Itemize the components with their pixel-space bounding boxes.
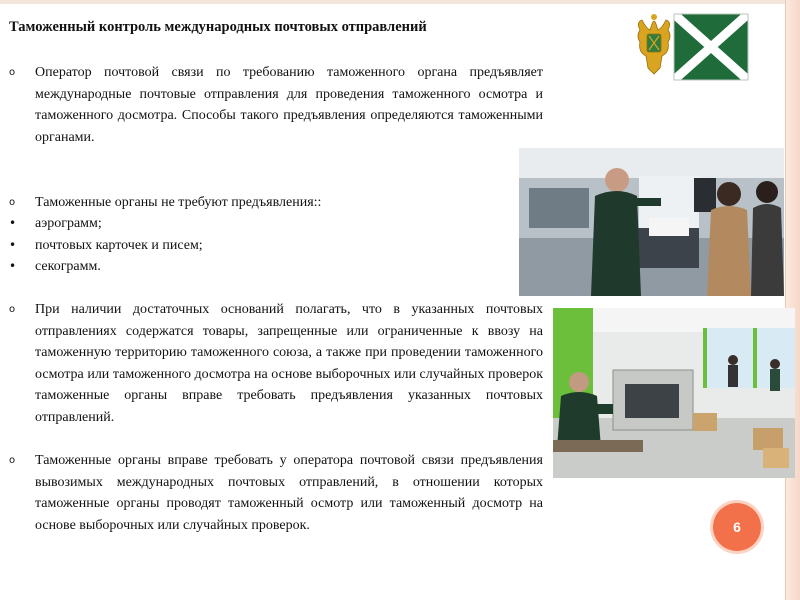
paragraph-text: Таможенные органы не требуют предъявления:: xyxy=(35,195,322,210)
circle-bullet-icon: o xyxy=(9,67,16,78)
circle-bullet-icon: o xyxy=(9,455,16,466)
list-item: • аэрограмм; xyxy=(9,213,543,235)
paragraph-2 xyxy=(9,192,543,214)
list-item: • почтовых карточек и писем; xyxy=(9,235,543,257)
paragraph-text: Оператор почтовой связи по требованию таможенного органа предъявляет международные почтовые отправления для проведения таможенного осмотра и таможенного досмотра. Способы такого предъявления определяются таможенными органами. xyxy=(35,65,543,145)
dot-bullet-icon: • xyxy=(9,259,17,274)
customs-emblem-icon xyxy=(632,12,750,86)
circle-bullet-icon: o xyxy=(9,304,16,315)
paragraph-4 xyxy=(9,450,543,536)
paragraph-text: При наличии достаточных оснований полагать, что в указанных почтовых отправлениях содержатся товары, запрещенные или ограниченные к ввозу на таможенную территорию таможенного союза, а также при проведении таможенного осмотра или таможенного досмотра на основе выборочных или случайных проверок таможенные органы вправе требовать предъявления указанных почтовых отправлений. xyxy=(35,302,543,425)
paragraph-3 xyxy=(9,299,543,429)
exemption-list xyxy=(9,213,543,278)
circle-bullet-icon: o xyxy=(9,197,16,208)
paragraph-1 xyxy=(9,62,543,148)
top-edge xyxy=(0,0,800,4)
paragraph-text: Таможенные органы вправе требовать у оператора почтовой связи предъявления вывозимых международных почтовых отправлений, в отношении которых таможенные органы проводят таможенный осмотр или таможенный досмотр на основе выборочных или случайных проверок. xyxy=(35,453,543,533)
list-item: • секограмм. xyxy=(9,256,543,278)
page-number-badge: 6 xyxy=(713,503,761,551)
inspection-room-photo xyxy=(519,148,784,296)
customs-hall-photo xyxy=(553,308,795,478)
dot-bullet-icon: • xyxy=(9,237,17,252)
slide-title: Таможенный контроль международных почтовых отправлений xyxy=(9,19,427,35)
dot-bullet-icon: • xyxy=(9,216,17,230)
right-edge-border xyxy=(785,0,800,600)
